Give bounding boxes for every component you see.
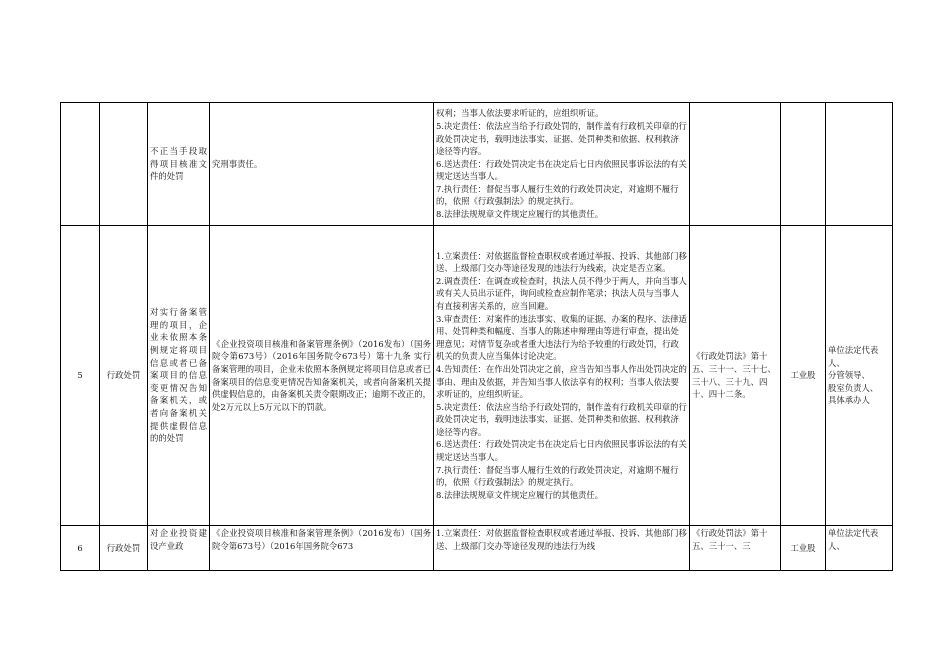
power-item-name: 对实行备案管理的项目，企业未依照本条例规定将项目信息或者已备案项目的信息变更情况告知备案机关，或者向备案机关提供虚假信息的的处罚 bbox=[148, 226, 210, 526]
accountability-basis: 《行政处罚法》第十五、三十一、三 bbox=[690, 526, 781, 571]
responsibility-item: 4.告知责任：在作出处罚决定之前，应当告知当事人作出处罚决定的事由、理由及依据，并告知当事人依法享有的权利；当事人依法要求听证的，应组织听证。 bbox=[436, 363, 687, 400]
legal-basis: 究刑事责任。 bbox=[210, 103, 434, 226]
responsible-person: 分管领导、 bbox=[828, 370, 870, 381]
responsibility-item: 权利；当事人依法要求听证的，应组织听证。 bbox=[436, 108, 604, 119]
responsibility-item: 7.执行责任：督促当事人履行生效的行政处罚决定，对逾期不履行的，依照《行政强制法》的规定执行。 bbox=[436, 464, 679, 488]
responsibility-item: 1.立案责任：对依据监督检查职权或者通过举报、投诉、其他部门移送、上级部门交办等途径发现的违法行为线索，决定是否立案。 bbox=[436, 250, 687, 274]
responsibility-item: 5.决定责任：依法应当给予行政处罚的，制作盖有行政机关印章的行政处罚决定书，载明违法事实、证据、处罚种类和依据、权利救济途径等内容。 bbox=[436, 401, 687, 437]
responsibility-table bbox=[60, 102, 893, 571]
responsibility-item: 5.决定责任：依法应当给予行政处罚的，制作盖有行政机关印章的行政处罚决定书，载明违法事实、证据、处罚种类和依据、权利救济途径等内容。 bbox=[436, 120, 687, 157]
responsibility-item: 1.立案责任：对依据监督检查职权或者通过举报、投诉、其他部门移送、上级部门交办等途径发现的违法行为线 bbox=[436, 528, 687, 551]
responsibility-item: 7.执行责任：督促当事人履行生效的行政处罚决定，对逾期不履行的，依照《行政强制法》的规定执行。 bbox=[436, 183, 679, 207]
responsibility-item: 6.送达责任：行政处罚决定书在决定后七日内依照民事诉讼法的有关规定送达当事人。 bbox=[436, 439, 687, 463]
power-item-name: 不正当手段取得项目核准文件的处罚 bbox=[148, 103, 210, 226]
responsibility-item: 8.法律法规规章文件规定应履行的其他责任。 bbox=[436, 489, 604, 500]
responsible-persons bbox=[826, 226, 893, 526]
responsibility-list bbox=[434, 226, 690, 526]
responsibility-item: 3.审查责任：对案件的违法事实、收集的证据、办案的程序、法律适用、处罚种类和幅度、当事人的陈述申辩理由等进行审查，提出处理意见；对情节复杂或者重大违法行为给予较重的行政处罚，行政机关的负责人应当集体讨论决定。 bbox=[436, 313, 687, 362]
accountability-basis bbox=[690, 103, 781, 226]
power-type: 行政处罚 bbox=[100, 226, 148, 526]
row-number: 6 bbox=[61, 526, 100, 571]
responsibility-item: 8.法律法规规章文件规定应履行的其他责任。 bbox=[436, 209, 604, 220]
accountability-basis: 《行政处罚法》第十五、三十一、三十七、三十八、三十九、四十、四十二条。 bbox=[690, 226, 781, 526]
responsible-person: 单位法定代表人、 bbox=[828, 345, 879, 368]
legal-basis: 《企业投资项目核准和备案管理条例》（2016发布）（国务院令第673号）（2016年国务院令673号）第十九条 实行备案管理的项目，企业未依照本条例规定将项目信息或者已备案项目的信息变更情况告知备案机关，或者向备案机关提供虚假信息的，由备案机关责令限期改正；逾期不改正的，处2万元以上5万元以下的罚款。 bbox=[210, 226, 434, 526]
table-row bbox=[61, 103, 893, 226]
row-number: 5 bbox=[61, 226, 100, 526]
responsibility-list bbox=[434, 526, 690, 571]
responsible-persons bbox=[826, 103, 893, 226]
table-row bbox=[61, 526, 893, 571]
responsible-department: 工业股 bbox=[781, 226, 826, 526]
power-item-name: 对企业投资建设产业政 bbox=[148, 526, 210, 571]
responsible-department: 工业股 bbox=[781, 526, 826, 571]
responsibility-item: 6.送达责任：行政处罚决定书在决定后七日内依照民事诉讼法的有关规定送达当事人。 bbox=[436, 158, 687, 182]
responsible-person: 单位法定代表人、 bbox=[828, 528, 879, 551]
legal-basis: 《企业投资项目核准和备案管理条例》（2016发布）（国务院令第673号）（2016年国务院令673 bbox=[210, 526, 434, 571]
responsible-persons bbox=[826, 526, 893, 571]
power-type: 行政处罚 bbox=[100, 526, 148, 571]
responsible-person: 具体承办人 bbox=[828, 395, 870, 406]
responsible-person: 股室负责人、 bbox=[828, 382, 879, 393]
responsibility-item: 2.调查责任：在调查或检查时，执法人员不得少于两人，并向当事人或有关人员出示证件，询问或检查应制作笔录；执法人员与当事人有直接利害关系的，应当回避。 bbox=[436, 275, 687, 311]
responsible-department bbox=[781, 103, 826, 226]
row-number bbox=[61, 103, 100, 226]
power-type bbox=[100, 103, 148, 226]
responsibility-list bbox=[434, 103, 690, 226]
table-row bbox=[61, 226, 893, 526]
